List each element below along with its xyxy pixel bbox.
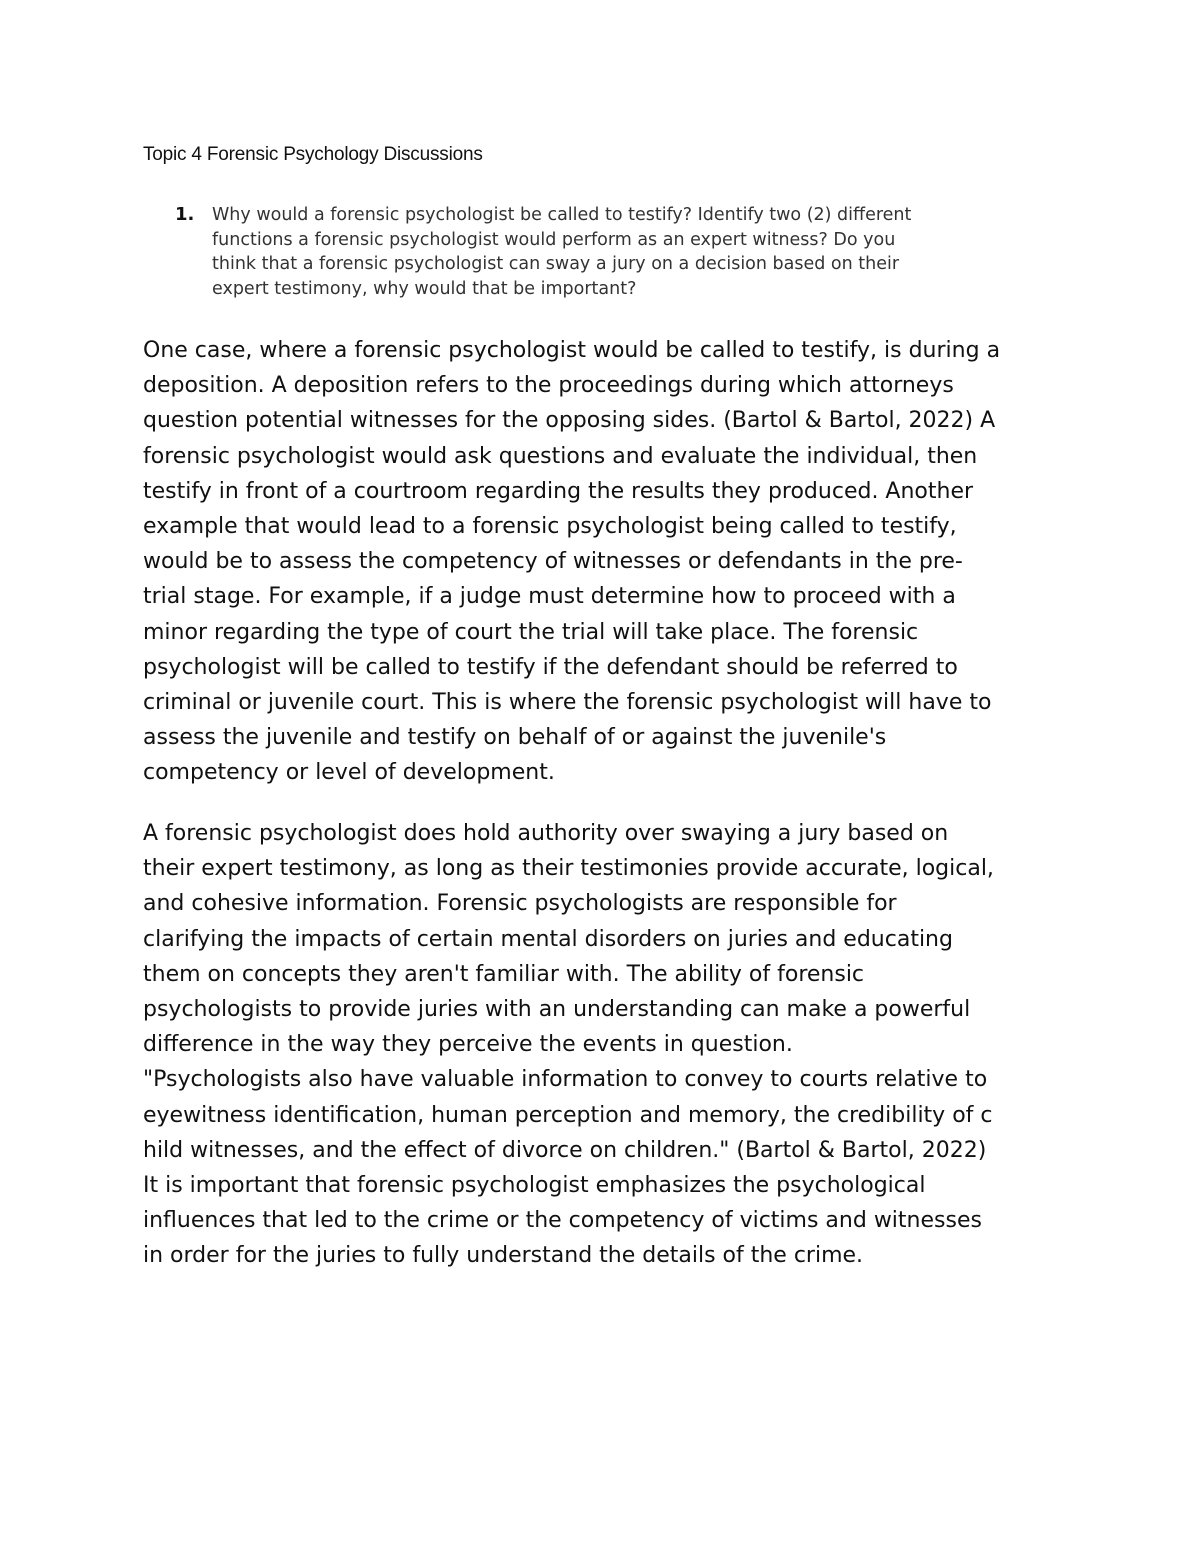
paragraph-line: them on concepts they aren't familiar with. The ability of forensic xyxy=(143,961,865,987)
question-line: functions a forensic psychologist would perform as an expert witness? Do you xyxy=(212,229,896,250)
document-title: Topic 4 Forensic Psychology Discussions xyxy=(143,144,483,165)
paragraph-line: deposition. A deposition refers to the proceedings during which attorneys xyxy=(143,373,954,399)
paragraph-line: question potential witnesses for the opposing sides. (Bartol & Bartol, 2022) A xyxy=(143,408,996,434)
paragraph-line: difference in the way they perceive the events in question. xyxy=(143,1032,793,1058)
paragraph-line: would be to assess the competency of witnesses or defendants in the pre- xyxy=(143,549,963,575)
paragraph-line: "Psychologists also have valuable information to convey to courts relative to xyxy=(143,1067,988,1093)
paragraph-line: example that would lead to a forensic psychologist being called to testify, xyxy=(143,514,957,540)
paragraph-line: and cohesive information. Forensic psychologists are responsible for xyxy=(143,891,897,917)
paragraph-line: influences that led to the crime or the competency of victims and witnesses xyxy=(143,1208,982,1234)
paragraph-line: minor regarding the type of court the trial will take place. The forensic xyxy=(143,619,919,645)
paragraph-line: testify in front of a courtroom regarding the results they produced. Another xyxy=(143,478,974,504)
paragraph-line: It is important that forensic psychologist emphasizes the psychological xyxy=(143,1173,926,1199)
paragraph-line: criminal or juvenile court. This is where the forensic psychologist will have to xyxy=(143,690,992,716)
paragraph-line: clarifying the impacts of certain mental disorders on juries and educating xyxy=(143,926,953,952)
answer-paragraph-2 xyxy=(143,816,994,1274)
question-line: think that a forensic psychologist can sway a jury on a decision based on their xyxy=(212,254,900,274)
paragraph-line: eyewitness identification, human perception and memory, the credibility of c xyxy=(143,1102,993,1128)
paragraph-line: hild witnesses, and the effect of divorce on children." (Bartol & Bartol, 2022) xyxy=(143,1137,987,1163)
paragraph-line: One case, where a forensic psychologist would be called to testify, is during a xyxy=(143,338,1001,363)
paragraph-line: psychologists to provide juries with an understanding can make a powerful xyxy=(143,997,971,1023)
question-text xyxy=(212,203,1072,301)
paragraph-line: trial stage. For example, if a judge must determine how to proceed with a xyxy=(143,584,956,610)
paragraph-line: psychologist will be called to testify if the defendant should be referred to xyxy=(143,654,958,680)
paragraph-line: competency or level of development. xyxy=(143,760,555,786)
paragraph-line: A forensic psychologist does hold authority over swaying a jury based on xyxy=(143,821,949,846)
question-line: Why would a forensic psychologist be called to testify? Identify two (2) different xyxy=(212,205,912,225)
paragraph-line: assess the juvenile and testify on behalf of or against the juvenile's xyxy=(143,725,887,751)
answer-paragraph-1 xyxy=(143,333,1000,791)
paragraph-line: forensic psychologist would ask questions and evaluate the individual, then xyxy=(143,443,978,469)
paragraph-line: in order for the juries to fully understand the details of the crime. xyxy=(143,1243,864,1269)
question-number: 1. xyxy=(175,204,195,225)
paragraph-line: their expert testimony, as long as their testimonies provide accurate, logical, xyxy=(143,856,994,882)
question-line: expert testimony, why would that be important? xyxy=(212,278,637,299)
